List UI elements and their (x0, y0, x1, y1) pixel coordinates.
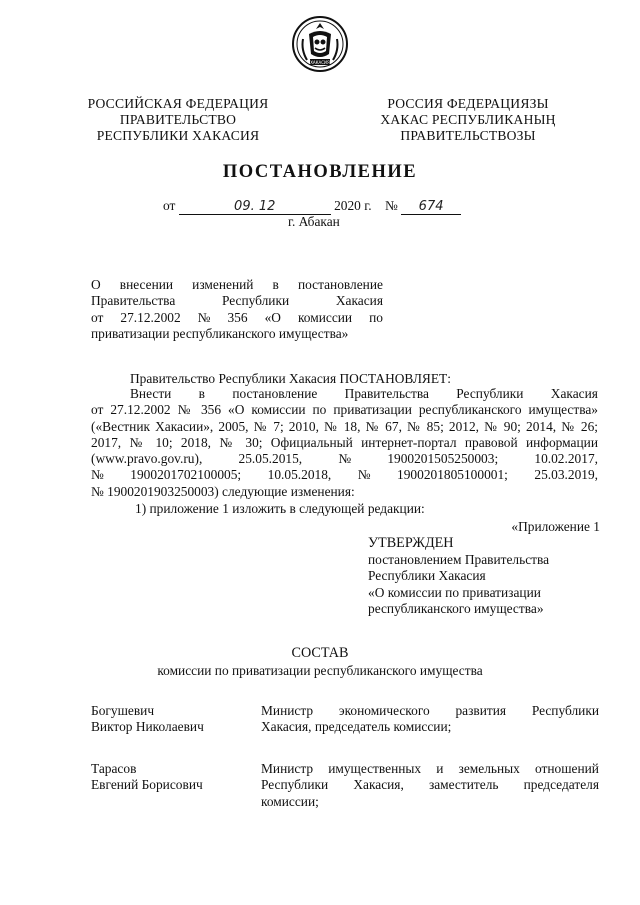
header-left (78, 96, 278, 144)
member-surname: Богушевич (91, 703, 155, 718)
header-right-line: ХАКАС РЕСПУБЛИКАНЫҢ (380, 112, 556, 127)
p1-line-2: от 27.12.2002 № 356 «О комиссии по приватизации республиканского имущества» (91, 402, 598, 418)
date-line (163, 198, 461, 215)
p1-line-3: («Вестник Хакасии», 2005, № 7; 2010, № 18, № 67, № 85; 2012, № 90; 2014, № 26; (91, 418, 598, 434)
year-label: 2020 г. (334, 198, 372, 213)
role-line: Республики Хакасия, заместитель председателя (261, 777, 599, 793)
seal-text: ХАКАСИЯ (310, 60, 330, 65)
date-prefix: от (163, 198, 176, 213)
approval-line: «О комиссии по приватизации (368, 584, 541, 600)
p1-line-6: № 1900201702100005; 10.05.2018, № 1900201805100001; 25.03.2019, (91, 467, 598, 483)
member-surname: Тарасов (91, 761, 137, 776)
member-given-name: Виктор Николаевич (91, 719, 204, 735)
city-label: г. Абакан (288, 214, 340, 229)
header-left-line: РОССИЙСКАЯ ФЕДЕРАЦИЯ (87, 96, 269, 111)
appendix-label: «Приложение 1 (511, 519, 600, 534)
subject-line-1: О внесении изменений в постановление (91, 277, 383, 292)
coat-of-arms-icon (291, 14, 349, 76)
body-item-1: 1) приложение 1 изложить в следующей редакции: (135, 501, 425, 516)
handwritten-number: 674 (418, 199, 444, 214)
approved-heading: УТВЕРЖДЕН (368, 535, 454, 551)
approval-line: республиканского имущества» (368, 601, 544, 616)
approval-line: постановлением Правительства (368, 551, 550, 567)
header-left-line: ПРАВИТЕЛЬСТВО (119, 112, 237, 127)
composition-subtitle: комиссии по приватизации республиканского имущества (157, 663, 483, 678)
header-left-line: РЕСПУБЛИКИ ХАКАСИЯ (96, 128, 260, 143)
member-role (261, 703, 599, 736)
p1-line-7: № 1900201903250003) следующие изменения: (91, 483, 355, 499)
body-paragraph-1 (91, 386, 598, 500)
composition-title: СОСТАВ (291, 645, 349, 661)
handwritten-date: 09. 12 (234, 199, 276, 214)
subject-block (91, 277, 383, 342)
member-name (91, 703, 204, 736)
header-right (368, 96, 568, 144)
role-line: Министр имущественных и земельных отношений (261, 761, 599, 776)
role-line: комиссии; (261, 793, 319, 809)
appendix-approval (368, 535, 549, 618)
p1-line-1: Внести в постановление Правительства Республики Хакасия (130, 386, 598, 401)
number-sign: № (384, 198, 398, 213)
approval-line: Республики Хакасия (368, 568, 486, 583)
subject-line-3: от 27.12.2002 № 356 «О комиссии по (91, 309, 383, 325)
document-type-title: ПОСТАНОВЛЕНИЕ (222, 162, 418, 182)
number-field (401, 198, 461, 215)
date-field (179, 198, 331, 215)
member-given-name: Евгений Борисович (91, 777, 203, 793)
header-right-line: ПРАВИТЕЛЬСТВОЗЫ (400, 128, 536, 143)
subject-line-2: Правительства Республики Хакасия (91, 293, 383, 309)
p1-line-4: 2017, № 10; 2018, № 30; Официальный интернет-портал правовой информации (91, 434, 598, 450)
subject-line-4: приватизации республиканского имущества» (91, 325, 349, 341)
member-role (261, 761, 599, 810)
member-name (91, 761, 203, 794)
p1-line-5: (www.pravo.gov.ru), 25.05.2015, № 1900201505250003; 10.02.2017, (91, 451, 598, 467)
role-line: Хакасия, председатель комиссии; (261, 719, 452, 735)
header-right-line: РОССИЯ ФЕДЕРАЦИЯЗЫ (387, 96, 549, 111)
role-line: Министр экономического развития Республики (261, 703, 599, 718)
body-intro: Правительство Республики Хакасия ПОСТАНОВЛЯЕТ: (130, 371, 451, 386)
